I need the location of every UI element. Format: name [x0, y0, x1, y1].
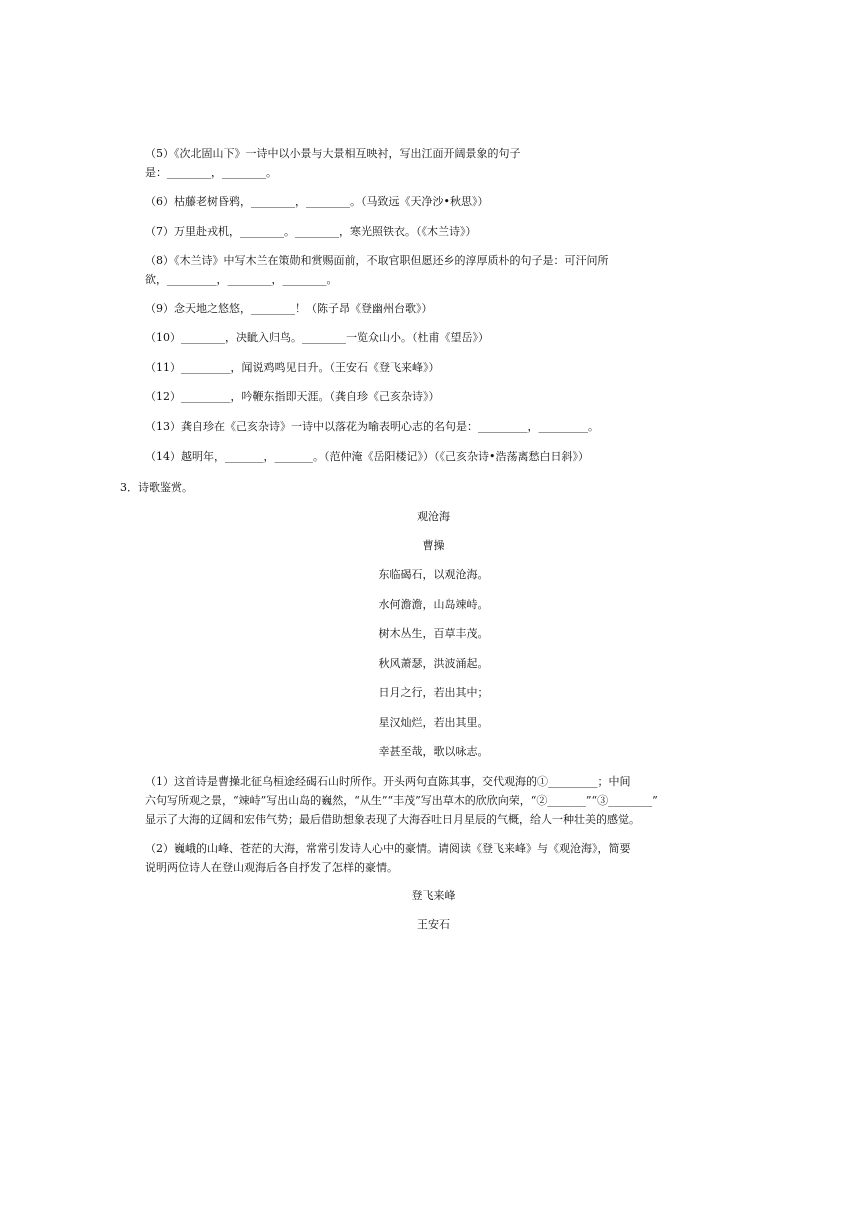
poem-1-line: 树木丛生，百草丰茂。: [378, 627, 489, 640]
question-8-line-2: 欲，_________，________，________。: [145, 273, 338, 286]
poem-1-line: 水何澹澹，山岛竦峙。: [378, 598, 489, 611]
poem-1-author: 曹操: [422, 539, 445, 552]
poem-1-line: 秋风萧瑟，洪波涌起。: [378, 657, 489, 670]
section-3-heading: 3．诗歌鉴赏。: [120, 481, 193, 494]
question-6: （6）枯藤老树昏鸦，________，________。（马致远《天净沙•秋思》）: [145, 195, 489, 208]
poem-2-author: 王安石: [417, 918, 450, 931]
sub-question-2-line-2: 说明两位诗人在登山观海后各自抒发了怎样的豪情。: [145, 861, 398, 874]
question-13: （13）龚自珍在《己亥杂诗》一诗中以落花为喻表明心志的名句是：_________，_________。: [145, 420, 599, 433]
question-5-line-2: 是：________，________。: [145, 166, 277, 179]
sub-question-1-line-3: 显示了大海的辽阔和宏伟气势；最后借助想象表现了大海吞吐日月星辰的气概，给人一种壮美的感觉。: [145, 813, 640, 826]
question-8-line-1: （8）《木兰诗》中写木兰在策勋和赏赐面前，不取官职但愿还乡的淳厚质朴的句子是：可汗问所: [145, 254, 609, 267]
poem-1-title: 观沧海: [417, 510, 450, 523]
sub-question-2-line-1: （2）巍峨的山峰、苍茫的大海，常常引发诗人心中的豪情。请阅读《登飞来峰》与《观沧海》，简要: [145, 842, 631, 855]
question-9: （9）念天地之悠悠，________！（陈子昂《登幽州台歌》）: [145, 302, 433, 315]
question-12: （12）_________，吟鞭东指即天涯。（龚自珍《己亥杂诗》）: [145, 390, 440, 403]
poem-1-line: 星汉灿烂，若出其里。: [378, 716, 489, 729]
poem-1-line: 日月之行，若出其中；: [378, 686, 489, 699]
question-14: （14）越明年，_______，_______。（范仲淹《岳阳楼记》）（《己亥杂诗•浩荡离愁白日斜》）: [145, 450, 589, 463]
poem-1-line: 幸甚至哉，歌以咏志。: [378, 745, 489, 758]
question-10: （10）________，决眦入归鸟。________一览众山小。（杜甫《望岳》）: [145, 331, 489, 344]
sub-question-1-line-2: 六句写所观之景，“竦峙”写出山岛的巍然，“从生”“丰茂”写出草木的欣欣向荣，“②_______”“③________”: [145, 794, 658, 807]
question-5-line-1: （5）《次北固山下》一诗中以小景与大景相互映衬，写出江面开阔景象的句子: [145, 147, 521, 160]
sub-question-1-line-1: （1）这首诗是曹操北征乌桓途经碣石山时所作。开头两句直陈其事，交代观海的①_________；中间: [145, 775, 631, 788]
poem-1-line: 东临碣石，以观沧海。: [378, 568, 489, 581]
poem-2-title: 登飞来峰: [411, 889, 456, 902]
question-11: （11）_________，闻说鸡鸣见日升。（王安石《登飞来峰》）: [145, 361, 440, 374]
question-7: （7）万里赴戎机，________。________，寒光照铁衣。（《木兰诗》）: [145, 225, 477, 238]
